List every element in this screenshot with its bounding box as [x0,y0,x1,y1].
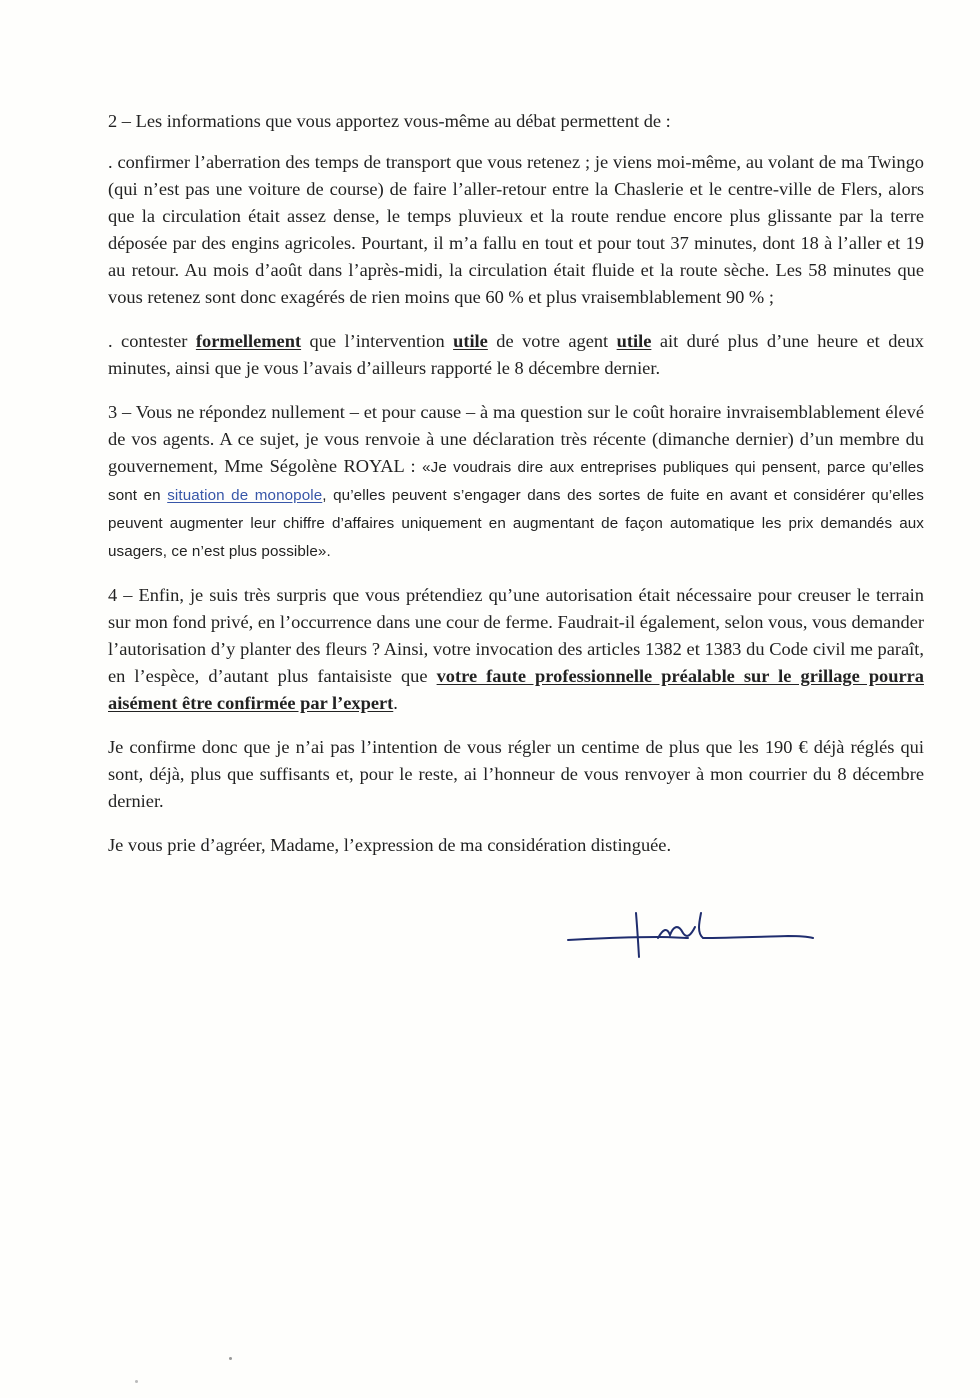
closing-formula: Je vous prie d’agréer, Madame, l’expression de ma considération distinguée. [108,835,672,855]
text: de votre agent [487,331,617,351]
quote-text: , qu’elles peuvent s’engager dans des sortes de fuite en avant et considérer qu’elles peuvent augmenter leur chiffre d’affaires uniquement en augmentant de façon automatique les prix demandés aux usagers, ce n’est plus possible». [108,487,924,560]
scan-speck [135,1380,138,1383]
paragraph-transport-times: . confirmer l’aberration des temps de transport que vous retenez ; je viens moi-même, au volant de ma Twingo (qui n’est pas une voiture de course) de faire l’aller-retour entre la Chaslerie et le centre-ville de Flers, alors que la circulation était assez dense, le temps pluvieux et la route rendue encore plus glissante par la terre déposée par des engins agricoles. Pourtant, il m’a fallu en tout et pour tout 37 minutes, dont 18 à l’aller et 19 au retour. Au mois d’août dans l’après-midi, la circulation était fluide et la route sèche. Les 58 minutes que vous retenez sont donc exagérés de rien moins que 60 % et plus vraisemblablement 90 % ; [108,152,924,307]
paragraph-conclusion: Je confirme donc que je n’ai pas l’intention de vous régler un centime de plus que les 190 € déjà réglés qui sont, déjà, plus que suffisants et, pour le reste, ai l’honneur de vous renvoyer à mon courrier du 8 décembre dernier. [108,737,924,811]
emphasis-formellement: formellement [195,331,302,351]
text: 4 – Enfin, je suis très surpris que vous prétendiez qu’une autorisation était nécessaire pour creuser le terrain sur mon fond privé, en l’occurrence dans une cour de ferme. Faudrait-il également, selon vous, vous demander l’autorisation d’y planter des fleurs ? Ainsi, votre invocation des articles 1382 et 1383 du Code civil me paraît, en l’espèce, d’autant plus fantaisiste que [108,585,924,686]
emphasis-faute-professionnelle: votre faute professionnelle préalable sur le grillage pourra aisément être confirmée par l’expert [108,666,924,713]
text: que l’intervention [301,331,454,351]
paragraph-contest-duration [108,328,924,382]
paragraph-3-hourly-cost [108,399,924,565]
handwritten-signature-icon [563,905,823,965]
scan-speck [229,1357,232,1360]
text: . [393,693,398,713]
text: . contester [108,331,196,351]
text: 3 – Vous ne répondez nullement – et pour cause – à ma question sur le coût horaire invraisemblablement élevé de vos agents. A ce sujet, je vous renvoie à une déclaration très récente (dimanche dernier) d’un membre du gouvernement, Mme Ségolène ROYAL : [108,402,924,476]
quote-text: «Je voudrais dire aux entreprises publiques qui pensent, parce qu’elles sont en [108,459,924,504]
letter-body [108,108,924,876]
paragraph-2-intro: 2 – Les informations que vous apportez vous-même au débat permettent de : [108,111,671,131]
link-situation-de-monopole[interactable]: situation de monopole [167,487,323,504]
paragraph-4-authorization [108,582,924,717]
text: ait duré plus d’une heure et deux minutes, ainsi que je vous l’avais d’ailleurs rapporté le 8 décembre dernier. [108,331,924,378]
emphasis-utile: utile [453,331,488,351]
emphasis-utile: utile [616,331,652,351]
